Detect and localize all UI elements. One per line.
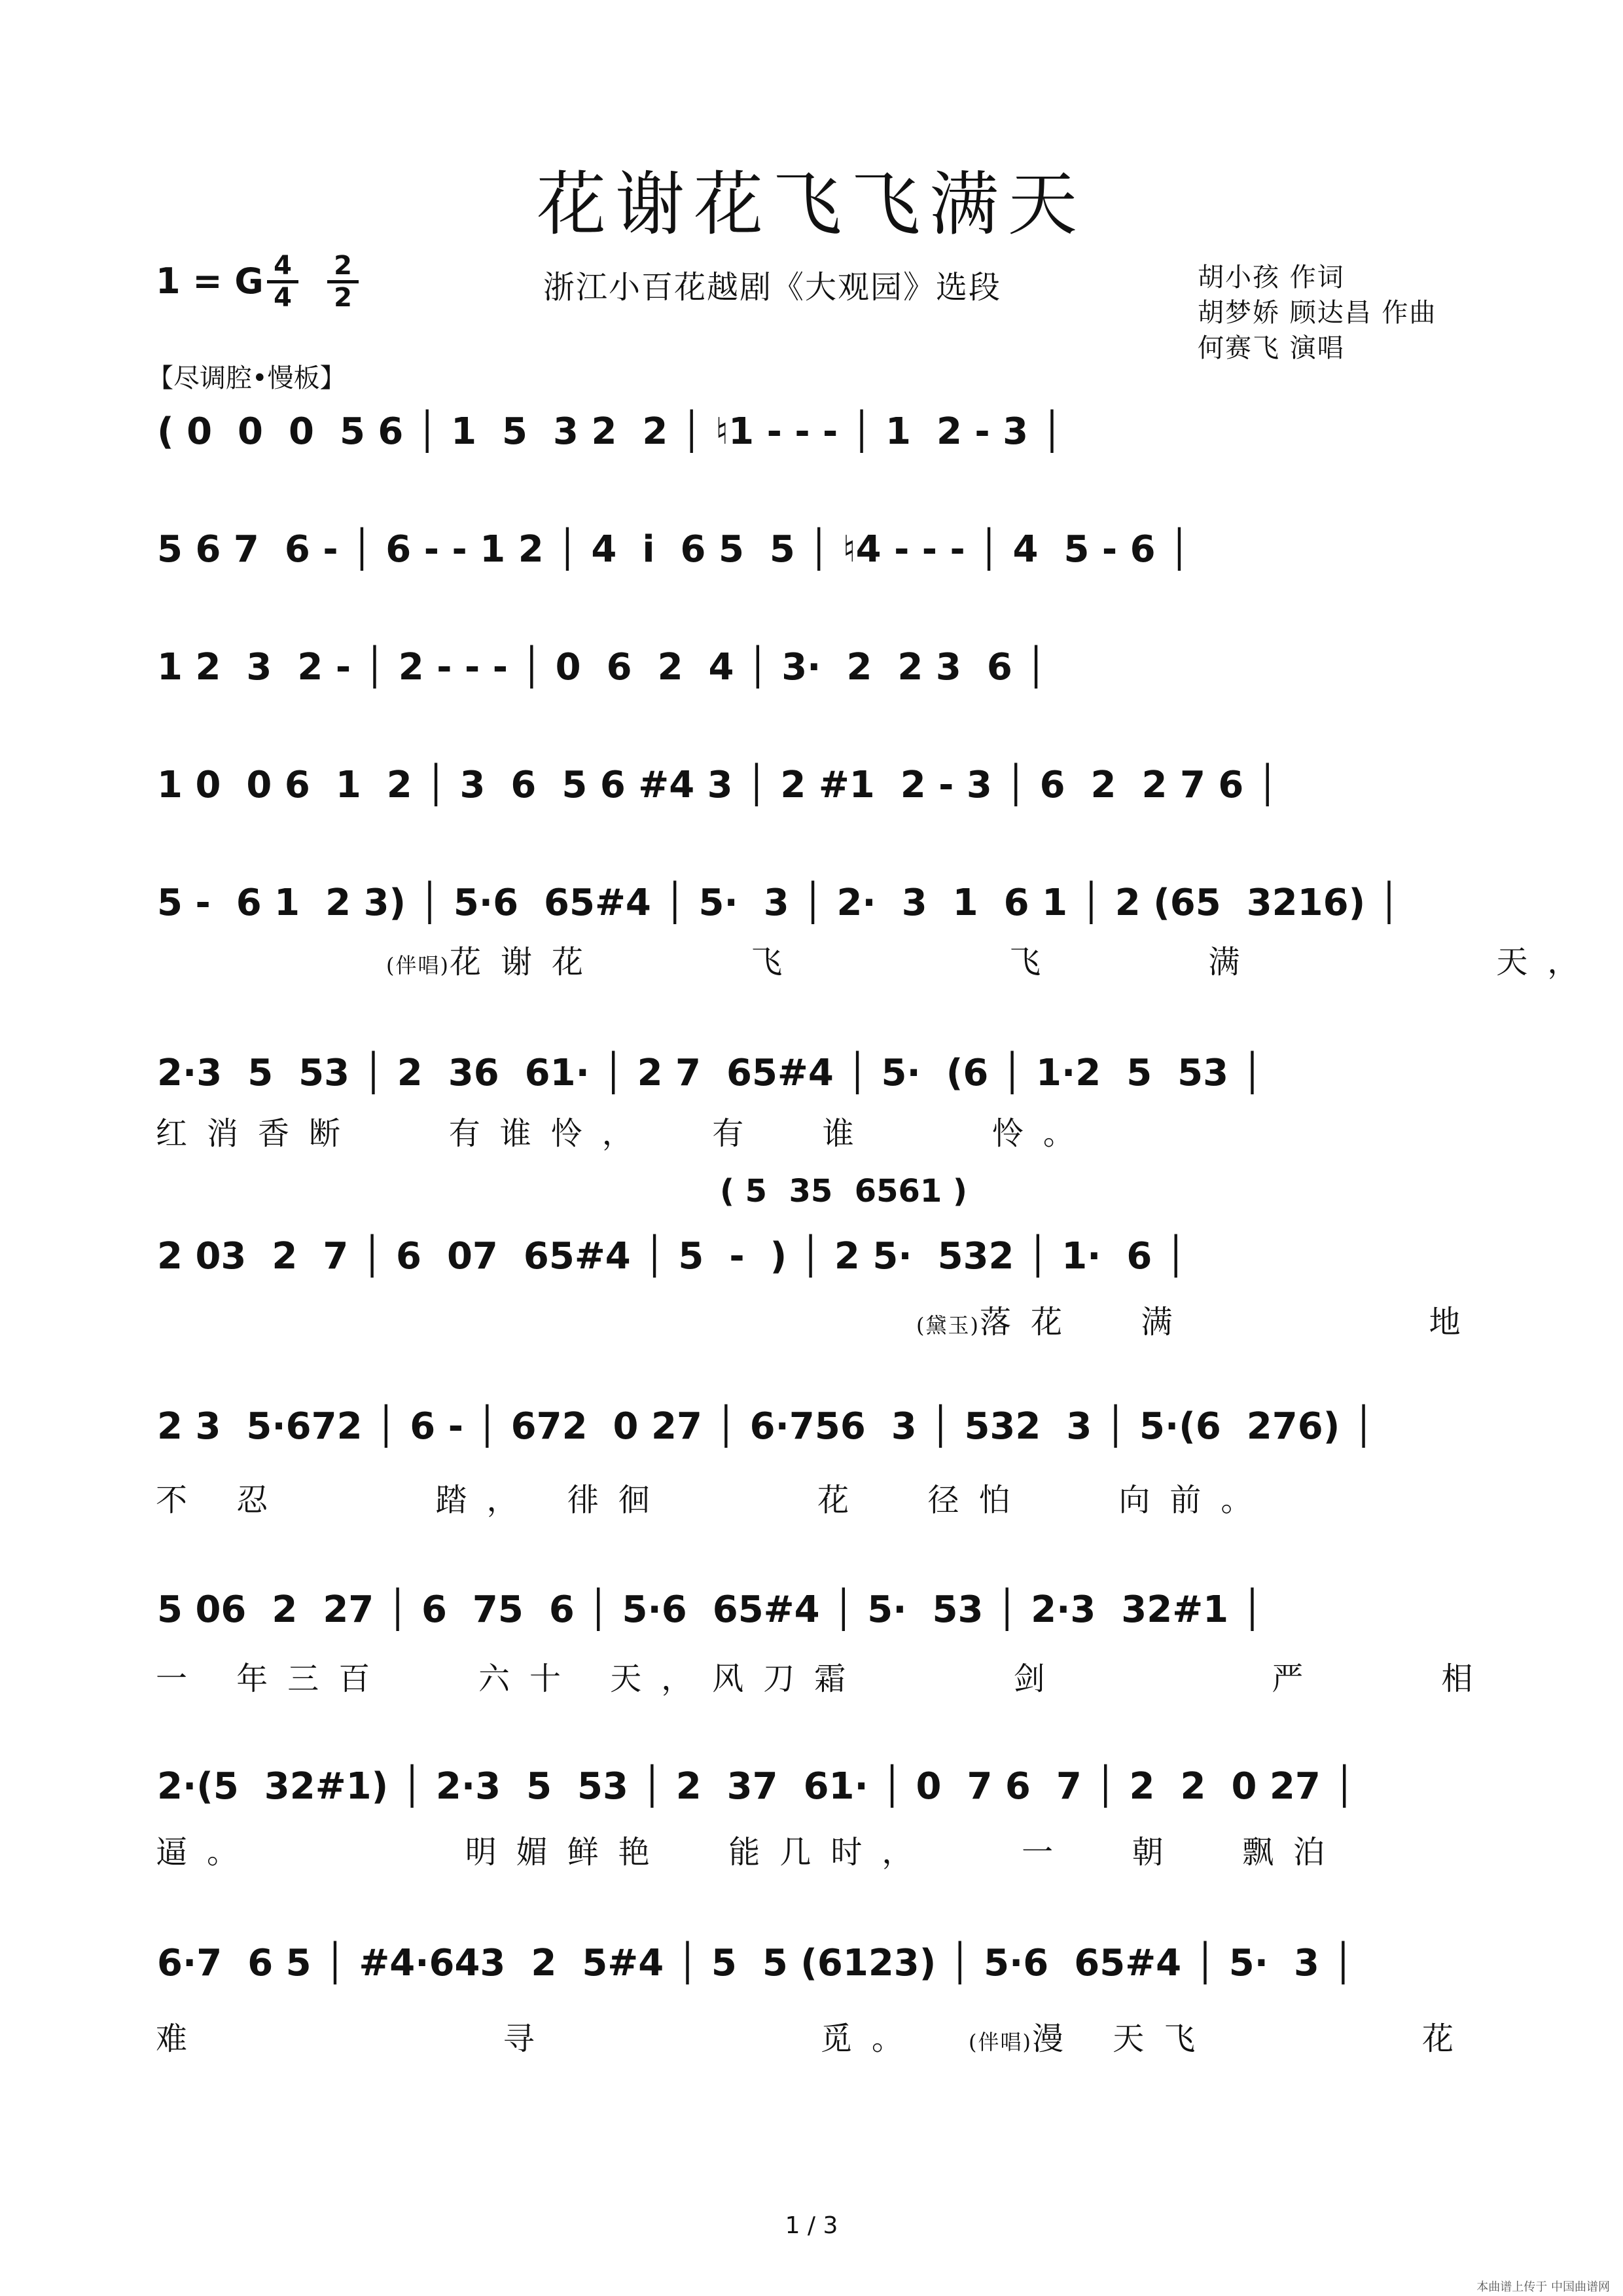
time-sig-2-top: 2 — [327, 251, 359, 283]
score-line-10: 2·(5 32#1) │ 2·3 5 53 │ 2 37 61· │ 0 7 6 7 │ 2 2 0 27 │ — [157, 1765, 1356, 1808]
score-line-5: 5 - 6 1 2 3) │ 5·6 65#4 │ 5· 3 │ 2· 3 1 6 1 │ 2 (65 3216) │ — [157, 882, 1400, 924]
score-line-7: 2 03 2 7 │ 6 07 65#4 │ 5 - ) │ 2 5· 532 │ 1· 6 │ — [157, 1235, 1187, 1278]
lyric-line-6: 红消香断 有谁怜， 有 谁 怜。 — [156, 1115, 1094, 1152]
singer-credit: 何赛飞 演唱 — [1198, 333, 1345, 363]
lyric-5-text: 花谢花 飞 飞 满 天， — [449, 944, 1599, 980]
time-sig-1-top: 4 — [267, 251, 298, 283]
score-line-2: 5 6 7 6 - │ 6 - - 1 2 │ 4 i 6 5 5 │ ♮4 - - - │ 4 5 - 6 │ — [157, 528, 1190, 571]
composer-credit: 胡梦娇 顾达昌 作曲 — [1198, 298, 1437, 328]
lyric-7-text: 落花 满 地 — [979, 1304, 1480, 1340]
lyric-11-main: 难 寻 觅。 — [156, 2020, 923, 2057]
subtitle: 浙江小百花越剧《大观园》选段 — [543, 269, 1002, 306]
time-sig-1-bottom: 4 — [274, 283, 292, 313]
watermark-text: 本曲谱上传于 中国曲谱网 — [1476, 2280, 1610, 2294]
time-sig-2-bottom: 2 — [334, 283, 352, 313]
score-line-11: 6·7 6 5 │ #4·643 2 5#4 │ 5 5 (6123) │ 5·6 65#4 │ 5· 3 │ — [157, 1942, 1355, 1984]
page-number: 1 / 3 — [785, 2212, 838, 2239]
score-line-1: ( 0 0 0 5 6 │ 1 5 3 2 2 │ ♮1 - - - │ 1 2 - 3 │ — [157, 410, 1063, 453]
time-signature-2 — [327, 251, 359, 312]
lyric-5-prefix: (伴唱) — [386, 953, 450, 978]
score-line-8: 2 3 5·672 │ 6 - │ 672 0 27 │ 6·756 3 │ 532 3 │ 5·(6 276) │ — [157, 1405, 1375, 1448]
score-line-3: 1 2 3 2 - │ 2 - - - │ 0 6 2 4 │ 3· 2 2 3 6 │ — [157, 646, 1047, 689]
lyric-line-11-end — [969, 2019, 1474, 2062]
lyric-line-8: 不 忍 踏， 徘徊 花 径怕 向前。 — [156, 1482, 1272, 1518]
page-title: 花谢花飞飞满天 — [537, 164, 1086, 245]
lyric-7-prefix: (黛玉) — [916, 1313, 980, 1338]
lyric-line-5 — [386, 942, 1623, 985]
score-line-4: 1 0 0 6 1 2 │ 3 6 5 6 #4 3 │ 2 #1 2 - 3 │ 6 2 2 7 6 │ — [157, 764, 1279, 806]
time-signature-1 — [267, 251, 298, 312]
lyric-line-10: 逼。 明媚鲜艳 能几时， 一 朝 飘泊 — [156, 1834, 1345, 1871]
score-line-6: 2·3 5 53 │ 2 36 61· │ 2 7 65#4 │ 5· (6 │ 1·2 5 53 │ — [157, 1052, 1264, 1094]
lyric-11-end: 漫 天飞 花 — [1031, 2020, 1474, 2057]
lyric-line-7 — [916, 1302, 1623, 1345]
score-line-9: 5 06 2 27 │ 6 75 6 │ 5·6 65#4 │ 5· 53 │ 2·3 32#1 │ — [157, 1588, 1264, 1631]
key-signature: 1 = G — [156, 260, 264, 302]
tempo-marking: 【尽调腔•慢板】 — [147, 363, 346, 393]
lyric-11-prefix: (伴唱) — [969, 2030, 1032, 2054]
lyricist-credit: 胡小孩 作词 — [1198, 262, 1345, 293]
score-line-7-top: ( 5 35 6561 ) — [720, 1173, 967, 1210]
lyric-line-9: 一 年三百 六十 天，风刀霜 剑 严 相 — [156, 1660, 1493, 1697]
